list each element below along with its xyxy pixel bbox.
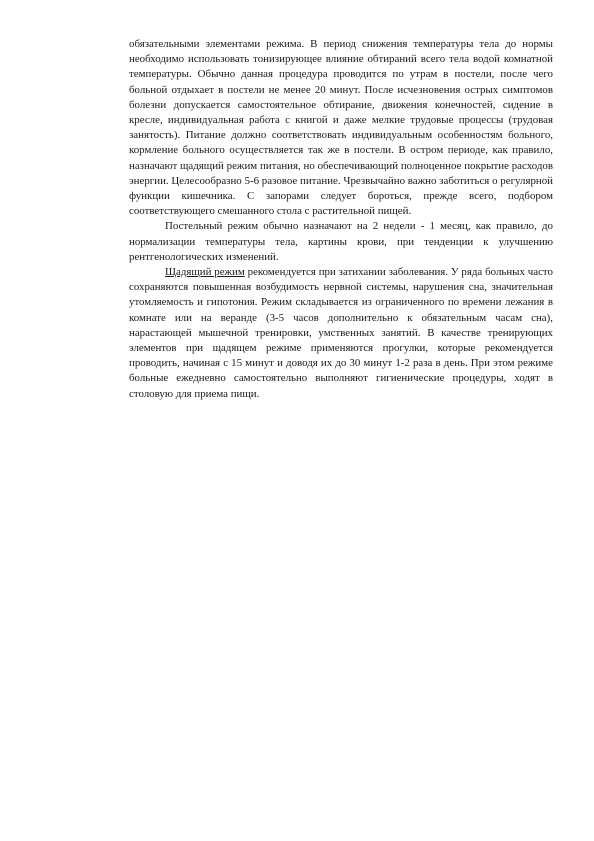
paragraph-3 [129,265,553,402]
paragraph-3-text: рекомендуется при затихании заболевания. У ряда больных часто сохраняются повышенная возбудимость нервной системы, нарушения сна, значительная утомляемость и гипотония. Режим складывается из ограниченного по времени лежания в комнате или на веранде (3-5 часов дополнительно к обязательным часам сна), нарастающей мышечной тренировки, умственных занятий. В качестве тренирующих элементов при щадящем режиме применяются прогулки, которые рекомендуется проводить, начиная с 15 минут и доводя их до 30 минут 1-2 раза в день. При этом режиме больные ежедневно самостоятельно выполняют гигиенические процедуры, ходят в столовую для приема пищи. [129,266,553,400]
underlined-term: Щадящий режим [165,266,245,279]
paragraph-2 [129,219,553,265]
document-body [129,37,553,402]
paragraph-2-text: Постельный режим обычно назначают на 2 недели - 1 месяц, как правило, до нормализации температуры тела, картины крови, при тенденции к улучшению рентгенологических изменений. [129,220,553,263]
paragraph-1-text: обязательными элементами режима. В период снижения температуры тела до нормы необходимо использовать тонизирующее влияние обтираний всего тела водой комнатной температуры. Обычно данная процедура проводится по утрам в постели, после чего больной отдыхает в постели не менее 20 минут. После исчезновения острых симптомов болезни допускается самостоятельное обтирание, движения конечностей, сидение в кресле, индивидуальная работа с книгой и даже мелкие трудовые процессы (трудовая занятость). Питание должно соответствовать индивидуальным особенностям больного, кормление больного осуществляется так же в постели. В остром периоде, как правило, назначают щадящий режим питания, но обеспечивающий полноценное покрытие расходов энергии. Целесообразно 5-6 разовое питание. Чрезвычайно важно заботиться о регулярной функции кишечника. С запорами следует бороться, прежде всего, подбором соответствующего смешанного стола с растительной пищей. [129,38,553,218]
paragraph-1 [129,37,553,219]
